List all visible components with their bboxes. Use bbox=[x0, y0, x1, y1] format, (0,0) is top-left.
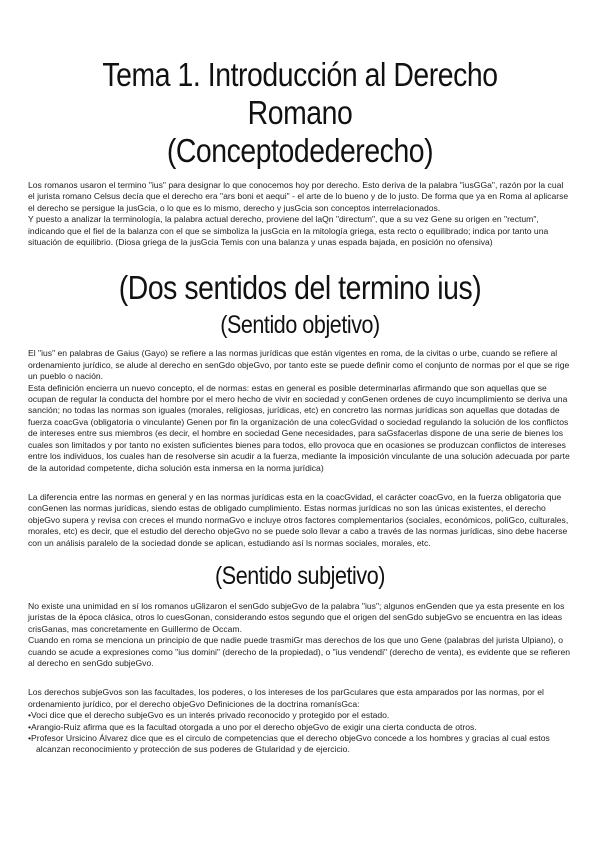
definition-bullet-alvarez: •Profesor Ursicino Álvarez dice que es el circulo de competencias que el derecho objeGvo concede a los hombres y gracias al cual estos alcanzan reconocimiento y protección de sus poderes de Gtularidad y de ejercicio. bbox=[28, 733, 550, 755]
objective-section bbox=[28, 348, 572, 473]
section-heading-two-senses: (Dos sentidos del termino ius) bbox=[118, 269, 482, 307]
subjective-paragraph-2: Cuando en roma se menciona un principio de que nadie puede trasmiGr mas derechos de los que uno Gene (palabras del jurista Ulpiano), o cuando se acude a expresiones como "ius domini" (derecho de la propiedad), o "ius vendendi" (derecho de venta), es evidente que se refieren al derecho en senGdo subjeGvo. bbox=[28, 635, 571, 668]
objective-paragraph-3: La diferencia entre las normas en general y en las normas jurídicas esta en la coacGvidad, el carácter coacGvo, en la fuerza obligatoria que conGenen las normas jurídicas, siendo estas de obligado cumplimiento. Estas normas jurídicas no son las únicas existentes, el derecho objeGvo supera y revisa con creces el mundo normaGvo e incluye otros factores complementarios (sociales, económicos, poliGco, culturales, morales, etc) es decir, que el estudio del derecho objeGvo no se puede solo llevar a cabo a través de las normas jurídicas, sino debe hacerse con un análisis paralelo de la sociedad donde se aplican, estudiando así ls normas sociales, morales, etc. bbox=[28, 491, 569, 548]
subjective-paragraph-3: Los derechos subjeGvos son las facultades, los poderes, o los intereses de los parGculares que esta amparados por las normas, por el ordenamiento jurídico, por el derecho objeGvo Definiciones de la doctrina romanísGca: bbox=[28, 687, 544, 709]
objective-section-continued bbox=[28, 492, 572, 549]
intro-paragraph-2: Y puesto a analizar la terminología, la palabra actual derecho, proviene del laQn "directum", que a su vez Gene su origen en "rectum", indicando que el fiel de la balanza con el que se simboliza la jusGcia en la mitología griega, esta recto o equilibrado; indica por tanto una situación de equilibrio. (Diosa griega de la jusGcia Temis con una balanza y unas espada bajada, en posición no ofensiva) bbox=[28, 214, 549, 248]
intro-section bbox=[28, 180, 572, 248]
document-subtitle: (Conceptodederecho) bbox=[166, 132, 434, 169]
subjective-section bbox=[28, 601, 572, 669]
section-heading-objective: (Sentido objetivo) bbox=[220, 311, 380, 340]
definition-bullet-arangio-ruiz: •Arangio-Ruiz afirma que es la facultad otorgada a uno por el derecho objeGvo de exigir una cierta conducta de otros. bbox=[28, 721, 477, 732]
section-heading-subjective: (Sentido subjetivo) bbox=[215, 561, 385, 590]
document-title: Tema 1. Introducción al Derecho Romano bbox=[102, 56, 498, 131]
subjective-definitions bbox=[28, 687, 572, 755]
objective-paragraph-1: El "ius" en palabras de Gaius (Gayo) se refiere a las normas jurídicas que están vigentes en roma, de la civitas o urbe, cuando se refiere al ordenamiento jurídico, se alude al derecho en senGdo objeGvo, por tanto este se puede definir como el conjunto de normas por el que se rige un pueblo o nación. bbox=[28, 348, 570, 382]
objective-paragraph-2: Esta definición encierra un nuevo concepto, el de normas: estas en general es posible determinarlas afirmando que son aquellas que se ocupan de regular la conducta del hombre por el mero hecho de vivir en sociedad y conGenen ordenes de cuyo incumplimiento se deriva una sanción; no todas las normas son iguales (morales, religiosas, jurídicas, etc) en concretro las normas jurídicas son aquellas que dotadas de fuerza coacGva (obligatoria o vinculante) Genen por fin la organización de una colecGvidad o sociedad regulando la solución de los conflictos de intereses entre sus miembros (es decir, el hombre en sociedad Gene necesidades, para saGsfacerlas dispone de una serie de bienes los cuales son limitados y por tanto no existen suficientes bienes para todos, ello provoca que en ocasiones se produzcan conflictos de intereses entre los individuos, los cuales han de resolverse sin acudir a la fuerza, mediante la imposición vinculante de una solución adecuada por parte de la autoridad competente, dicha solución esta inmersa en la norma jurídica) bbox=[28, 382, 570, 473]
subjective-paragraph-1: No existe una unimidad en sí los romanos uGlizaron el senGdo subjeGvo de la palabra "ius"; algunos enGenden que ya esta presente en los juristas de la época clásica, otros lo cuesGonan, considerando estos segundo que el origen del senGdo subjeGvo se encuentra en las ideas crisGanas, mas concretamente en Guillermo de Occam. bbox=[28, 600, 565, 634]
definition-bullet-voci: •Voci dice que el derecho subjeGvo es un interés privado reconocido y protegido por el estado. bbox=[28, 710, 390, 721]
intro-paragraph-1: Los romanos usaron el termino "ius" para designar lo que conocemos hoy por derecho. Esto deriva de la palabra "iusGGa", razón por la cual el jurista romano Celsus decía que el derecho era "ars boni et aequi" - el arte de lo bueno y de lo justo. De forma que ya en Roma al aplicarse el derecho se persigue la jusGcia, o lo que es lo mismo, derecho y jusGcia son conceptos interrelacionados. bbox=[28, 180, 569, 213]
